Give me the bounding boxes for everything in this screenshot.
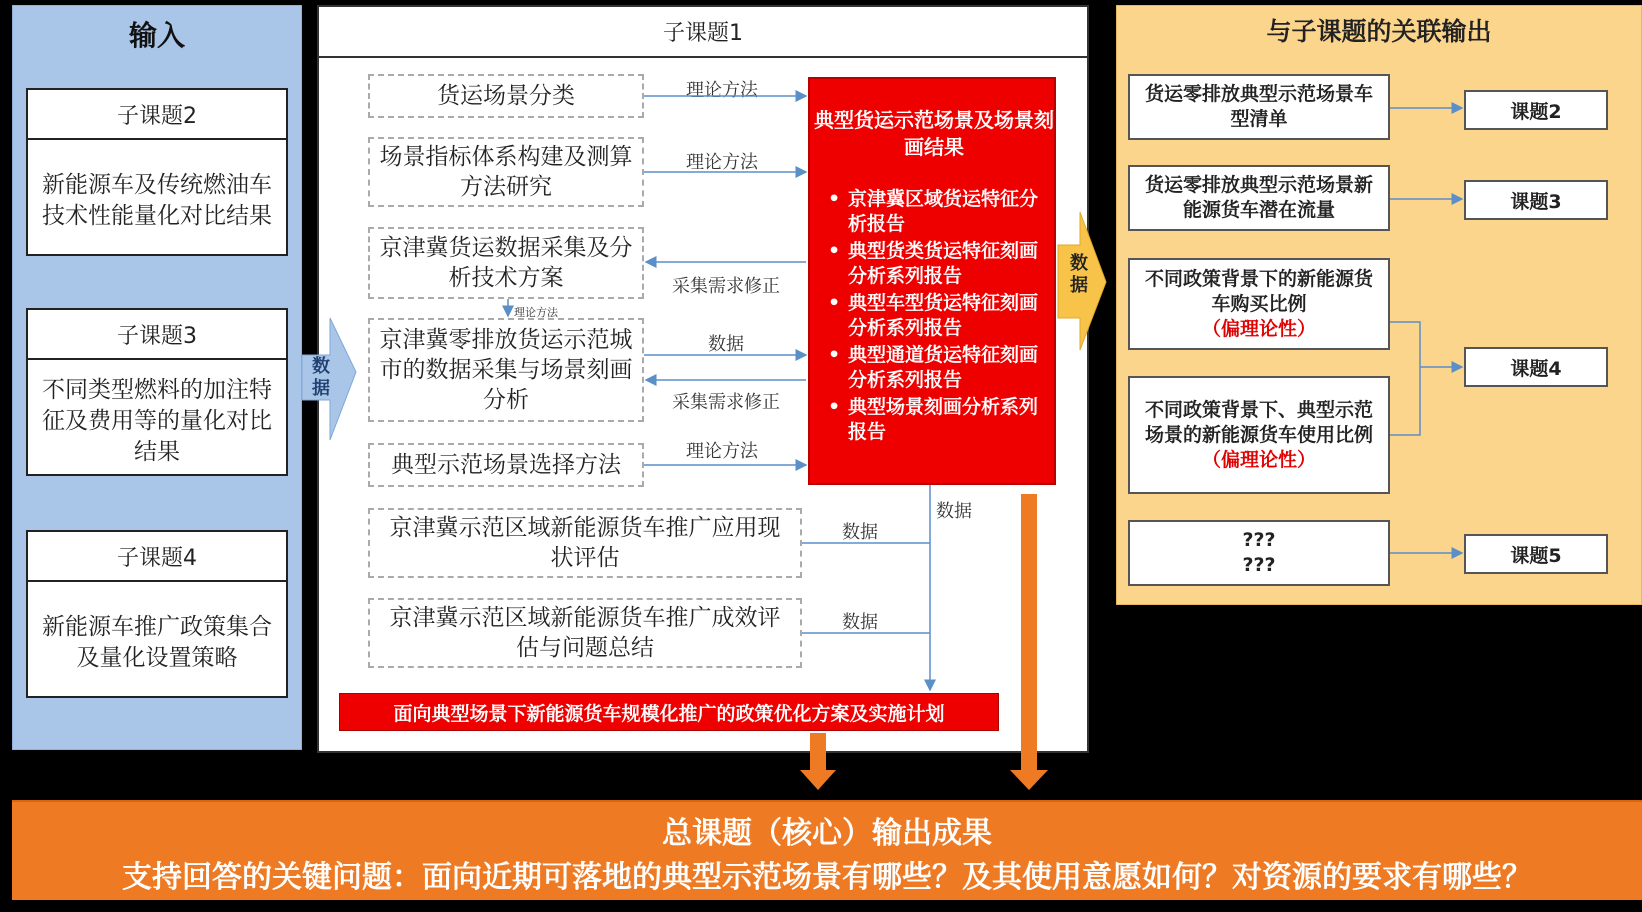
output-note: （偏理论性） [1201, 317, 1316, 340]
target-subtopic4: 课题4 [1464, 347, 1608, 387]
output-note: （偏理论性） [1201, 448, 1316, 471]
result-item: • 京津冀区域货运特征分析报告 [824, 187, 1054, 237]
output-potential-flow: 货运零排放典型示范场景新能源货车潜在流量 [1128, 165, 1390, 231]
input-box-body: 新能源车及传统燃油车技术性能量化对比结果 [42, 172, 272, 229]
input-box-body: 新能源车推广政策集合及量化设置策略 [42, 614, 272, 671]
result-item: • 典型场景刻画分析系列报告 [824, 395, 1054, 445]
output-text: ??? [1242, 554, 1276, 576]
target-subtopic3: 课题3 [1464, 180, 1608, 220]
result-item: • 典型通道货运特征刻画分析系列报告 [824, 343, 1054, 393]
input-box-head: 子课题4 [28, 532, 286, 582]
arrow-to-target4 [1390, 322, 1462, 435]
orange-down-arrow [1010, 494, 1048, 790]
output-text: 不同政策背景下的新能源货车购买比例 [1144, 267, 1373, 315]
input-box-head: 子课题3 [28, 310, 286, 360]
label-theory-method-small: 理论方法 [514, 306, 558, 319]
output-title: 与子课题的关联输出 [1266, 17, 1492, 46]
step-current-status-evaluation: 京津冀示范区域新能源货车推广应用现状评估 [368, 508, 802, 578]
banner-question: 支持回答的关键问题：面向近期可落地的典型示范场景有哪些？及其使用意愿如何？对资源的要求有哪些？ [122, 860, 1532, 895]
result-title: 典型货运示范场景及场景刻画结果 [814, 108, 1054, 159]
label-theory-method: 理论方法 [686, 80, 758, 101]
banner-title: 总课题（核心）输出成果 [662, 816, 992, 851]
input-title: 输入 [128, 19, 185, 52]
input-box-body: 不同类型燃料的加注特征及费用等的量化对比结果 [42, 376, 272, 465]
step-freight-scenario-classification: 货运场景分类 [368, 74, 644, 118]
label-revise-requirement: 采集需求修正 [672, 276, 780, 297]
step-scenario-selection-method: 典型示范场景选择方法 [368, 443, 644, 487]
label-data: 数据 [842, 612, 878, 633]
target-subtopic5: 课题5 [1464, 534, 1608, 574]
policy-plan-bar: 面向典型场景下新能源货车规模化推广的政策优化方案及实施计划 [339, 693, 999, 731]
input-arrow-label: 数 据 [312, 356, 330, 399]
orange-down-arrow [800, 733, 836, 790]
input-box-head: 子课题2 [28, 90, 286, 140]
label-theory-method: 理论方法 [686, 441, 758, 462]
step-effect-evaluation: 京津冀示范区域新能源货车推广成效评估与问题总结 [368, 598, 802, 668]
subtopic1-title: 子课题1 [317, 5, 1089, 58]
result-item: • 典型车型货运特征刻画分析系列报告 [824, 291, 1054, 341]
target-subtopic2: 课题2 [1464, 90, 1608, 130]
output-vehicle-list: 货运零排放典型示范场景车型清单 [1128, 74, 1390, 140]
output-text: ??? [1242, 529, 1276, 551]
label-data: 数据 [936, 501, 972, 522]
step-city-data-analysis: 京津冀零排放货运示范城市的数据采集与场景刻画分析 [368, 318, 644, 422]
output-text: 不同政策背景下、典型示范场景的新能源货车使用比例 [1144, 398, 1373, 446]
step-data-collection-plan: 京津冀货运数据采集及分析技术方案 [368, 227, 644, 299]
label-revise-requirement: 采集需求修正 [672, 392, 780, 413]
label-data: 数据 [708, 334, 744, 355]
output-arrow-label: 数 据 [1070, 253, 1088, 296]
step-indicator-system: 场景指标体系构建及测算方法研究 [368, 137, 644, 207]
result-item: • 典型货类货运特征刻画分析系列报告 [824, 239, 1054, 289]
label-data: 数据 [842, 522, 878, 543]
label-theory-method: 理论方法 [686, 152, 758, 173]
